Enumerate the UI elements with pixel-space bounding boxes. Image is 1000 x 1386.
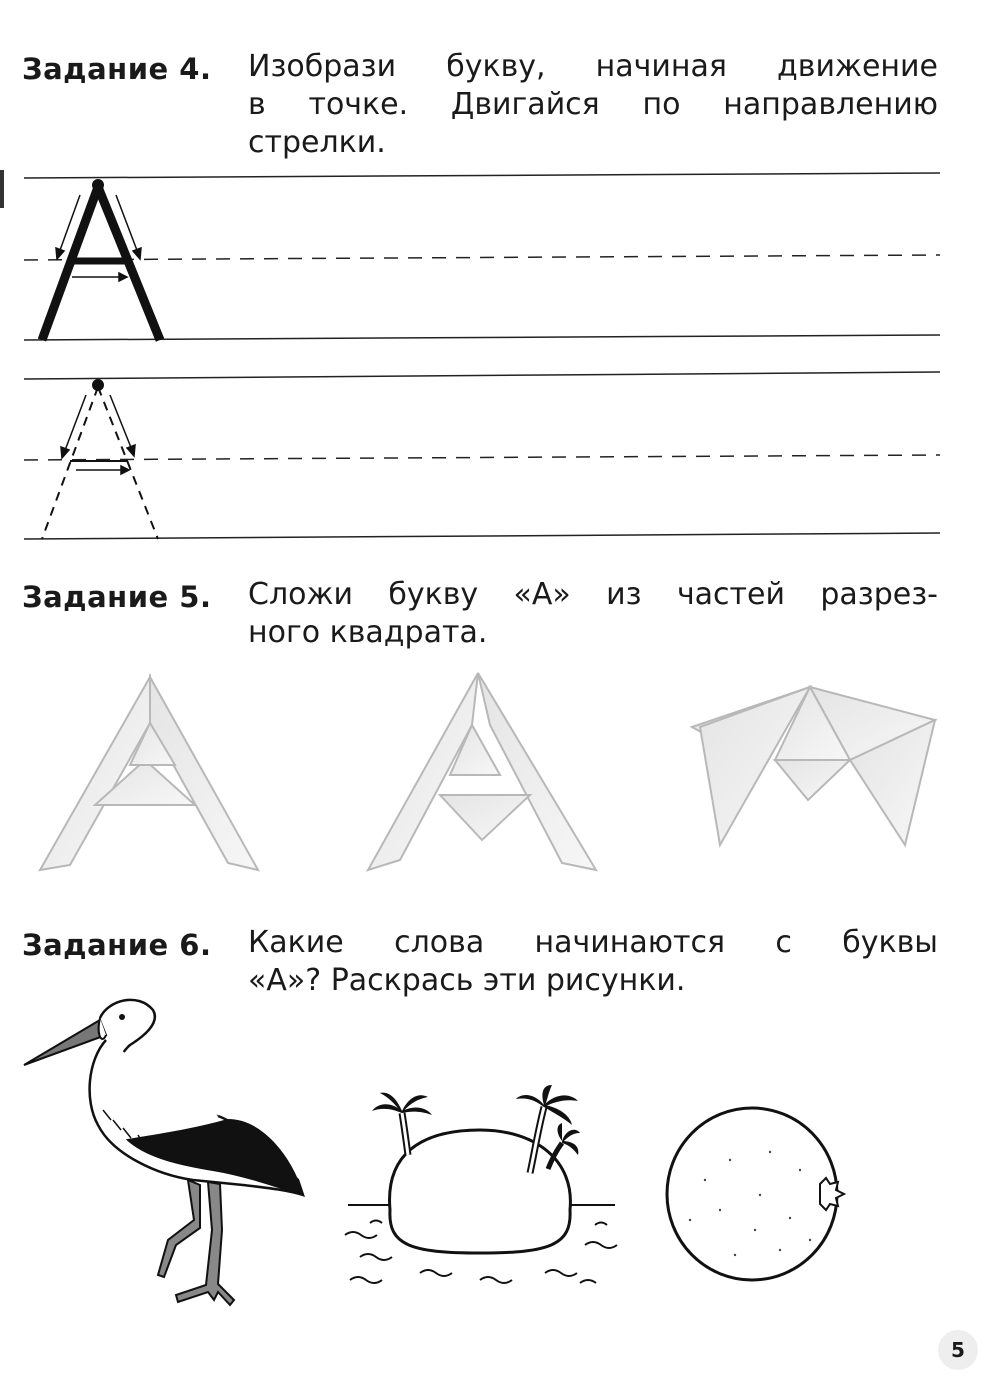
task-5-text [248, 576, 938, 652]
start-dot-2 [92, 379, 104, 391]
stork-picture [18, 990, 318, 1320]
tangram-figures [0, 665, 1000, 895]
palm-leaves-left [372, 1093, 432, 1115]
task-5-line-1: Сложи букву «А» из частей разрез- [248, 577, 938, 612]
task-5-label: Задание 5. [22, 580, 212, 614]
row-2-top-line [24, 372, 940, 379]
island-hill [390, 1130, 571, 1253]
island-picture [330, 1085, 630, 1295]
stork-legs [158, 1180, 234, 1305]
letter-a-dashed [42, 387, 158, 539]
page-number: 5 [938, 1330, 978, 1370]
row-2-mid-line [24, 455, 940, 460]
task-4-line-3: стрелки. [248, 125, 386, 160]
palm-leaves-small [558, 1123, 581, 1155]
task-4-label: Задание 4. [22, 52, 212, 86]
arrow-icons-row-2 [61, 395, 135, 474]
orange-picture [660, 1100, 860, 1290]
row-1-mid-line [24, 255, 940, 260]
start-dot-1 [92, 179, 104, 191]
task-6-label: Задание 6. [22, 928, 212, 962]
task-5-line-2: ного квадрата. [248, 615, 488, 650]
task-4 [22, 48, 942, 168]
task-6-text [248, 924, 938, 1000]
task-4-line-2: в точке. Двигайся по направлению [248, 87, 938, 122]
task-4-line-1: Изобрази букву, начиная движение [248, 49, 938, 84]
orange-stem-icon [820, 1178, 844, 1210]
stork-eye [119, 1014, 125, 1020]
row-2-bottom-line [24, 533, 940, 539]
task-4-text [248, 48, 938, 162]
task-6-line-2: «А»? Раскрась эти рисунки. [248, 963, 686, 998]
writing-practice-area [0, 165, 1000, 550]
task-6-line-1: Какие слова начинаются с буквы [248, 925, 938, 960]
tangram-a-figure-1 [40, 677, 258, 870]
tangram-a-figure-3 [692, 687, 935, 845]
tangram-a-figure-2 [368, 673, 596, 870]
orange-fruit [667, 1108, 837, 1280]
task-5 [22, 576, 942, 656]
row-1-top-line [24, 173, 940, 178]
letter-a-solid [42, 187, 160, 340]
palm-leaves-right [516, 1085, 578, 1125]
